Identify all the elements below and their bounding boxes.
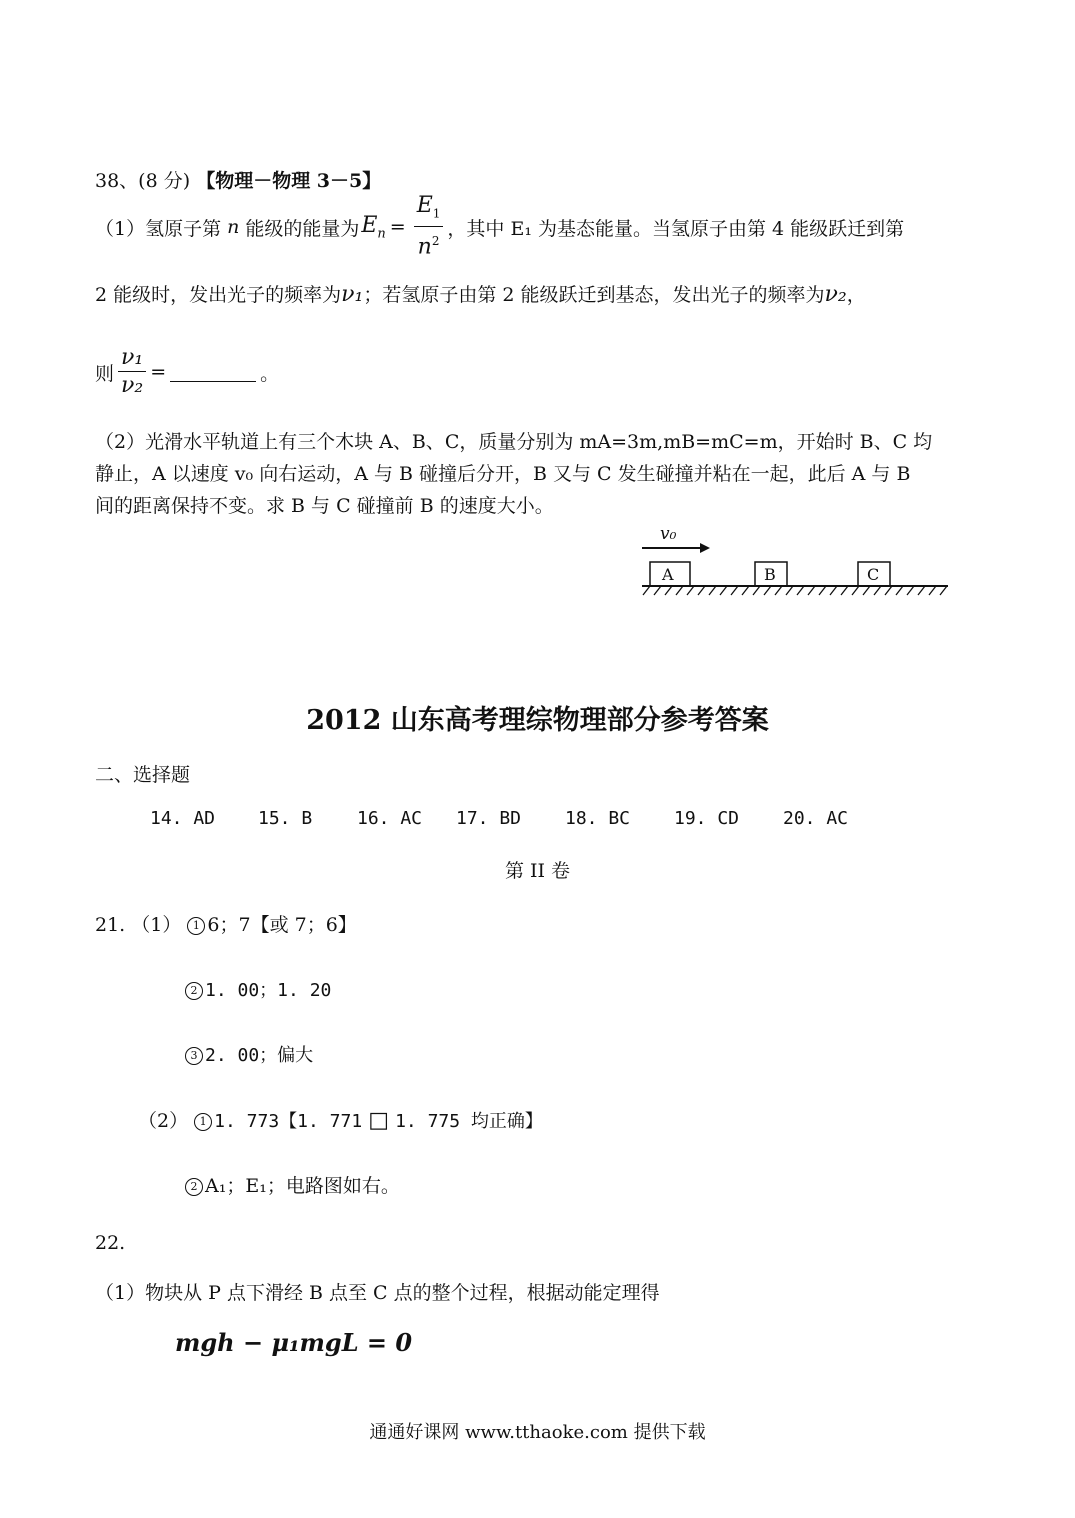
choice-14: 14. AD <box>150 808 216 829</box>
block-c-label: C <box>867 565 880 584</box>
choice-16: 16. AC <box>357 808 423 829</box>
q21-part2-item2 <box>185 1171 400 1198</box>
answer-blank <box>170 363 256 382</box>
choice-17: 17. BD <box>456 808 522 829</box>
q21-part1-item1 <box>95 910 357 937</box>
q21-part1-item3 <box>185 1041 313 1067</box>
q22-part1-text: （1）物块从 P 点下滑经 B 点至 C 点的整个过程，根据动能定理得 <box>95 1282 660 1304</box>
q38-period: 。 <box>260 362 280 385</box>
formula-lhs: $E_n$ <box>361 212 386 242</box>
question-38-header <box>95 166 381 193</box>
q21-2-label: （2） <box>138 1110 189 1132</box>
q22-equation: mgh − μ₁mgL = 0 <box>175 1328 413 1357</box>
ratio-fraction: $\frac{\text{ν₁}}{\text{ν₂}}$ <box>118 345 146 400</box>
choice-19: 19. CD <box>674 808 740 829</box>
block-b-label: B <box>764 565 776 584</box>
q38-part1-line3: 则 $\frac{\text{ν₁}}{\text{ν₂}}$ = 。 <box>95 344 280 398</box>
q38-line2-text: 2 能级时，发出光子的频率为 <box>95 284 342 306</box>
q21-part1-item2 <box>185 976 331 1002</box>
q38-part1-line2 <box>95 280 866 307</box>
q38-part2-line3: 间的距离保持不变。求 B 与 C 碰撞前 B 的速度大小。 <box>95 495 554 517</box>
q21-2-2-answer: A₁；E₁；电路图如右。 <box>205 1175 400 1197</box>
v0-label: v₀ <box>660 524 677 544</box>
q38-line2-mid: ；若氢原子由第 2 能级跃迁到基态，发出光子的频率为 <box>363 284 825 306</box>
q38-line2-end: ， <box>846 284 866 306</box>
circled-number: 1 <box>187 917 205 935</box>
section-choice: 二、选择题 <box>95 764 191 786</box>
answers-title: 2012 山东高考理综物理部分参考答案 <box>306 705 769 736</box>
choice-15: 15. B <box>258 808 313 829</box>
q21-1-1-answer: 6；7【或 7；6】 <box>207 914 357 936</box>
q38-n: n <box>227 216 240 238</box>
missing-glyph-box: □ <box>368 1108 390 1133</box>
blocks-figure <box>630 522 960 602</box>
q21-part2-item1 <box>138 1106 543 1133</box>
q38-text-suffix: ，其中 E₁ 为基态能量。当氢原子由第 4 能级跃迁到第 <box>447 217 905 240</box>
block-a-label: A <box>662 565 674 584</box>
q21-1-2-answer: 1. 00；1. 20 <box>205 980 332 1001</box>
question-number: 38、(8 分) <box>95 170 191 192</box>
circled-number: 3 <box>185 1047 203 1065</box>
q38-then: 则 <box>95 362 115 385</box>
q38-part2-line1: （2）光滑水平轨道上有三个木块 A、B、C，质量分别为 mA=3m,mB=mC=m，开始时 B、C 均 <box>95 431 933 453</box>
page-footer: 通通好课网 www.tthaoke.com 提供下载 <box>369 1422 706 1443</box>
q21-2-1-answer: 1. 773【1. 771 <box>214 1111 363 1132</box>
question-tag: 【物理－物理 3－5】 <box>196 170 382 192</box>
q38-text: （1）氢原子第 <box>95 217 222 240</box>
q38-part2-line2: 静止，A 以速度 v₀ 向右运动，A 与 B 碰撞后分开，B 又与 C 发生碰撞并粘在一起，此后 A 与 B <box>95 463 911 485</box>
q21-label: 21. （1） <box>95 914 182 936</box>
circled-number: 1 <box>194 1113 212 1131</box>
nu1: ν₁ <box>341 282 364 307</box>
choice-20: 20. AC <box>783 808 849 829</box>
circled-number: 2 <box>185 1178 203 1196</box>
choice-18: 18. BC <box>565 808 631 829</box>
q21-2-1-answer-end: 1. 775 均正确】 <box>395 1111 543 1132</box>
nu2: ν₂ <box>824 282 847 307</box>
q38-part1-line1: （1）氢原子第 n 能级的能量为 $E_n$ = $\frac{E_1}{n^2}$ ，其中 E₁ 为基态能量。当氢原子由第 4 能级跃迁到第 <box>95 192 905 260</box>
volume-2-heading: 第 II 卷 <box>504 860 571 882</box>
q21-1-3-answer: 2. 00；偏大 <box>205 1045 314 1066</box>
q38-text-mid: 能级的能量为 <box>245 217 360 240</box>
energy-fraction: $\frac{E_1}{n^2}$ <box>414 193 444 262</box>
q22-label: 22. <box>95 1232 126 1254</box>
figure-svg <box>630 522 960 602</box>
circled-number: 2 <box>185 982 203 1000</box>
